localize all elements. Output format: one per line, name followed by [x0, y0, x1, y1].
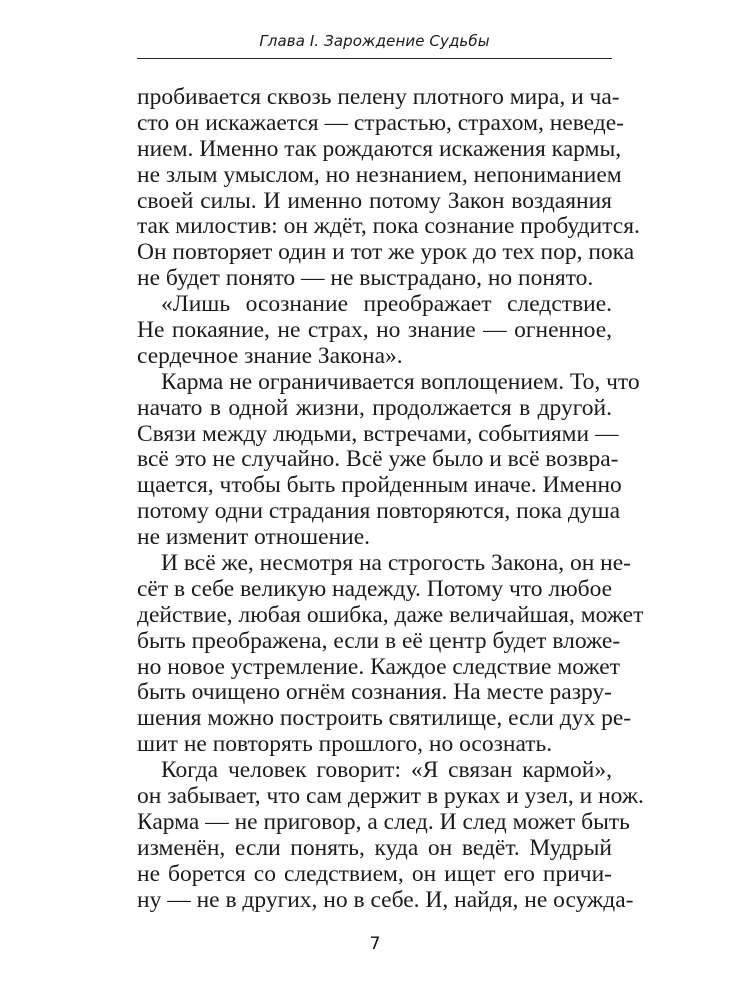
- text-line: не борется со следствием, он ищет его причи-: [137, 860, 612, 887]
- text-line: щается, чтобы быть пройденным иначе. Именно: [137, 472, 622, 499]
- page-number: 7: [369, 934, 381, 954]
- text-line: своей силы. И именно потому Закон воздаяния: [137, 187, 612, 214]
- text-line: Он повторяет один и тот же урок до тех пор, пока: [137, 239, 635, 266]
- text-line: сто он искажается — страстью, страхом, неведе-: [137, 109, 624, 136]
- text-line: действие, любая ошибка, даже величайшая, может: [137, 601, 644, 628]
- body-text: [137, 84, 644, 914]
- text-line: начато в одной жизни, продолжается в другой.: [137, 394, 612, 421]
- quote-line: Не покаяние, не страх, но знание — огненное,: [137, 317, 612, 344]
- text-line: Когда человек говорит: «Я связан кармой»,: [161, 757, 612, 784]
- text-line: быть очищено огнём сознания. На месте разру-: [137, 679, 612, 706]
- text-line: нием. Именно так рождаются искажения кармы,: [137, 135, 622, 162]
- text-line: пробивается сквозь пелену плотного мира, и ча-: [137, 84, 620, 110]
- text-line: сёт в себе великую надежду. Потому что любое: [137, 575, 613, 602]
- text-line: не изменит отношение.: [137, 524, 371, 551]
- text-line: не будет понято — не выстрадано, но понято.: [137, 265, 594, 292]
- text-line: шения можно построить святилище, если дух ре-: [137, 705, 632, 732]
- quote-line: сердечное знание Закона».: [137, 342, 403, 369]
- text-line: ну — не в других, но в себе. И, найдя, не осужда-: [137, 886, 634, 913]
- text-line: Карма — не приговор, а след. И след может быть: [137, 808, 630, 835]
- text-line: быть преображена, если в её центр будет вложе-: [137, 627, 621, 654]
- text-line: всё это не случайно. Всё уже было и всё возвра-: [137, 446, 619, 473]
- header-rule: [137, 58, 612, 59]
- text-line: он забывает, что сам держит в руках и узел, и нож.: [137, 783, 644, 810]
- text-line: изменён, если понять, куда он ведёт. Мудрый: [137, 834, 612, 861]
- text-line: так милостив: он ждёт, пока сознание пробудится.: [137, 213, 640, 240]
- text-line: шит не повторять прошлого, но осознать.: [137, 731, 553, 758]
- text-line: Карма не ограничивается воплощением. То, что: [161, 368, 640, 395]
- text-line: И всё же, несмотря на строгость Закона, он не-: [161, 550, 631, 577]
- quote-line: «Лишь осознание преображает следствие.: [161, 291, 612, 318]
- text-line: Связи между людьми, встречами, событиями —: [137, 420, 619, 447]
- text-line: потому одни страдания повторяются, пока душа: [137, 498, 621, 525]
- running-head: Глава I. Зарождение Судьбы: [259, 32, 490, 50]
- text-line: не злым умыслом, но незнанием, непониманием: [137, 161, 622, 188]
- text-line: но новое устремление. Каждое следствие может: [137, 653, 620, 680]
